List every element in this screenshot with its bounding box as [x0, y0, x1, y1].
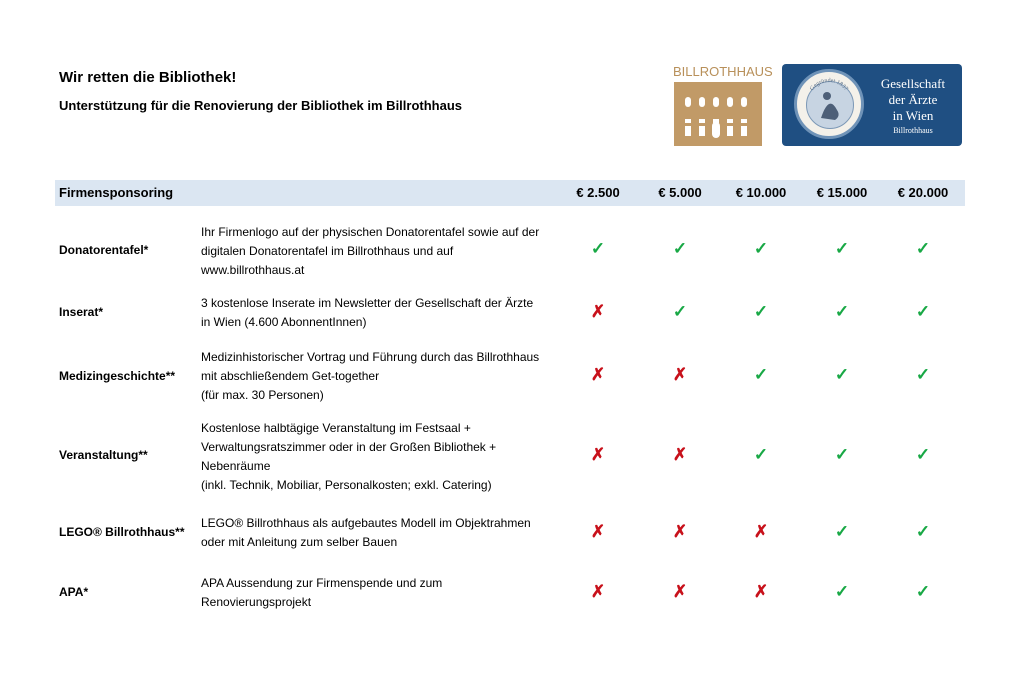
- row-name: Inserat*: [59, 305, 104, 319]
- check-icon: ✓: [834, 582, 850, 601]
- check-icon: ✓: [915, 302, 931, 321]
- row-description: [201, 514, 561, 552]
- tier-header-2500: € 2.500: [576, 185, 620, 200]
- row-description-line: www.billrothhaus.at: [201, 263, 305, 277]
- cross-icon: ✗: [753, 522, 769, 541]
- check-icon: ✓: [915, 445, 931, 464]
- svg-text:Gegründet 1837: [809, 78, 849, 92]
- seal-icon: [794, 69, 864, 139]
- check-icon: ✓: [753, 239, 769, 258]
- page-title: Wir retten die Bibliothek!: [59, 69, 237, 86]
- sponsoring-table-header: [55, 180, 965, 206]
- row-description-line: (inkl. Technik, Mobiliar, Personalkosten; exkl. Catering): [201, 478, 492, 492]
- check-icon: ✓: [915, 582, 931, 601]
- row-name: APA*: [59, 585, 89, 599]
- table-header-label: Firmensponsoring: [59, 185, 174, 200]
- cross-icon: ✗: [590, 582, 606, 601]
- cross-icon: ✗: [590, 522, 606, 541]
- check-icon: ✓: [834, 302, 850, 321]
- row-description-line: Renovierungsprojekt: [201, 595, 312, 609]
- row-description-line: APA Aussendung zur Firmenspende und zum: [201, 576, 443, 590]
- check-icon: ✓: [915, 522, 931, 541]
- check-icon: ✓: [834, 522, 850, 541]
- row-description-line: in Wien (4.600 AbonnentInnen): [201, 315, 367, 329]
- check-icon: ✓: [834, 445, 850, 464]
- row-description: [201, 419, 561, 495]
- check-icon: ✓: [834, 365, 850, 384]
- check-icon: ✓: [915, 365, 931, 384]
- gesellschaft-logo-line3: in Wien: [892, 108, 934, 123]
- row-description-line: Nebenräume: [201, 459, 271, 473]
- check-icon: ✓: [672, 239, 688, 258]
- check-icon: ✓: [753, 302, 769, 321]
- row-description-line: 3 kostenlose Inserate im Newsletter der Gesellschaft der Ärzte: [201, 296, 534, 310]
- building-icon: [674, 82, 762, 146]
- cross-icon: ✗: [672, 365, 688, 384]
- billrothhaus-logo-text: BILLROTHHAUS: [673, 64, 773, 79]
- row-description: [201, 574, 561, 612]
- seal-text: Gegründet 1837: [809, 77, 849, 93]
- tier-header-15000: € 15.000: [816, 185, 868, 200]
- row-description-line: oder mit Anleitung zum selber Bauen: [201, 535, 398, 549]
- row-name: Donatorentafel*: [59, 243, 149, 257]
- tier-header-20000: € 20.000: [897, 185, 949, 200]
- cross-icon: ✗: [590, 302, 606, 321]
- row-description-line: digitalen Donatorentafel im Billrothhaus und auf: [201, 244, 454, 258]
- gesellschaft-logo-line1: Gesellschaft: [880, 76, 946, 91]
- cross-icon: ✗: [672, 445, 688, 464]
- check-icon: ✓: [753, 445, 769, 464]
- tier-header-5000: € 5.000: [658, 185, 702, 200]
- check-icon: ✓: [672, 302, 688, 321]
- check-icon: ✓: [590, 239, 606, 258]
- cross-icon: ✗: [590, 365, 606, 384]
- row-name: Veranstaltung**: [59, 448, 148, 462]
- billrothhaus-logo: [673, 64, 773, 146]
- check-icon: ✓: [753, 365, 769, 384]
- row-description-line: (für max. 30 Personen): [201, 388, 324, 402]
- row-description-line: Verwaltungsratszimmer oder in der Großen Bibliothek +: [201, 440, 497, 454]
- row-description-line: Medizinhistorischer Vortrag und Führung durch das Billrothhaus: [201, 350, 540, 364]
- tier-header-10000: € 10.000: [735, 185, 787, 200]
- row-description-line: Ihr Firmenlogo auf der physischen Donatorentafel sowie auf der: [201, 225, 540, 239]
- row-name: LEGO® Billrothhaus**: [59, 525, 185, 539]
- page-subtitle: Unterstützung für die Renovierung der Bibliothek im Billrothhaus: [59, 98, 463, 113]
- row-description: [201, 294, 561, 332]
- check-icon: ✓: [834, 239, 850, 258]
- row-name: Medizingeschichte**: [59, 369, 176, 383]
- gesellschaft-logo: [782, 64, 962, 146]
- cross-icon: ✗: [590, 445, 606, 464]
- gesellschaft-logo-line4: Billrothhaus: [893, 126, 933, 135]
- row-description-line: mit abschließendem Get-together: [201, 369, 380, 383]
- cross-icon: ✗: [753, 582, 769, 601]
- row-description: [201, 348, 561, 405]
- row-description: [201, 223, 561, 280]
- cross-icon: ✗: [672, 582, 688, 601]
- row-description-line: LEGO® Billrothhaus als aufgebautes Modell im Objektrahmen: [201, 516, 531, 530]
- gesellschaft-logo-line2: der Ärzte: [888, 92, 938, 107]
- check-icon: ✓: [915, 239, 931, 258]
- cross-icon: ✗: [672, 522, 688, 541]
- row-description-line: Kostenlose halbtägige Veranstaltung im Festsaal +: [201, 421, 471, 435]
